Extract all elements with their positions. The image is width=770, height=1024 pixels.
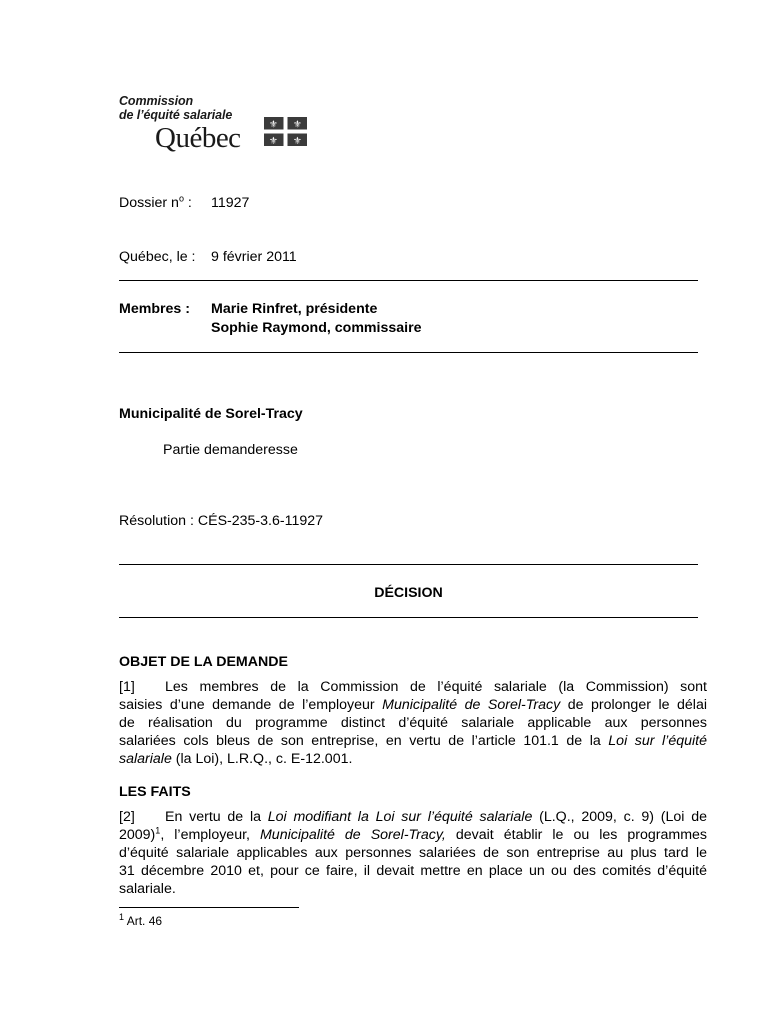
resolution: Résolution : CÉS-235-3.6-11927	[119, 513, 323, 529]
svg-text:⚜: ⚜	[293, 136, 302, 146]
footnote-ref: 1	[155, 825, 161, 836]
section-heading-faits: LES FAITS	[119, 784, 191, 800]
section-heading-objet: OBJET DE LA DEMANDE	[119, 654, 288, 670]
member-2: Sophie Raymond, commissaire	[211, 320, 422, 336]
fleur-de-lis-flag-icon	[264, 117, 307, 146]
logo-line-1: Commission	[119, 94, 194, 108]
footnote: $^1$ Art. 46	[119, 912, 163, 928]
decision-title: DÉCISION	[374, 585, 443, 601]
date-value: 9 février 2011	[211, 249, 297, 265]
footnote-divider	[119, 907, 299, 908]
divider	[119, 564, 698, 565]
divider	[119, 617, 698, 618]
svg-text:⚜: ⚜	[269, 136, 278, 146]
date-label: Québec, le :	[119, 249, 196, 265]
divider	[119, 352, 698, 353]
party-name: Municipalité de Sorel-Tracy	[119, 406, 303, 422]
paragraph-2: [2] En vertu de la Loi modifiant la Loi sur l’équité salariale (L.Q., 2009, c. 9) (Loi de 2009)$^1$, l’employeur, Municipalité de Sorel-Tracy, devait établir le ou les programmes d’équité salariale applicables aux personnes salariées de son entreprise au plus tard le 31 décembre 2010 et, pour ce faire, il devait mettre en place un ou des comités d’équité salariale.	[119, 809, 708, 897]
svg-text:⚜: ⚜	[293, 119, 302, 131]
paragraph-1: [1] Les membres de la Commission de l’équité salariale (la Commission) sont saisies d’une demande de l’employeur Municipalité de Sorel-Tracy de prolonger le délai de réalisation du programme distinct d’équité salariale applicable aux personnes salariées cols bleus de son entreprise, en vertu de l’article 101.1 de la Loi sur l’équité salariale (la Loi), L.R.Q., c. E-12.001.	[119, 679, 707, 767]
divider	[119, 280, 698, 281]
dossier-label: Dossier $n^o$ :	[119, 193, 192, 211]
logo-line-2: de l’équité salariale	[119, 108, 233, 122]
members-label: Membres :	[119, 301, 190, 317]
paragraph-number: [2]	[119, 809, 135, 825]
dossier-value: 11927	[211, 195, 250, 211]
logo	[119, 94, 232, 122]
svg-text:⚜: ⚜	[269, 119, 278, 131]
logo-quebec: Québec	[155, 122, 241, 154]
paragraph-number: [1]	[119, 679, 135, 695]
member-1: Marie Rinfret, présidente	[211, 301, 378, 317]
party-role: Partie demanderesse	[163, 442, 298, 458]
